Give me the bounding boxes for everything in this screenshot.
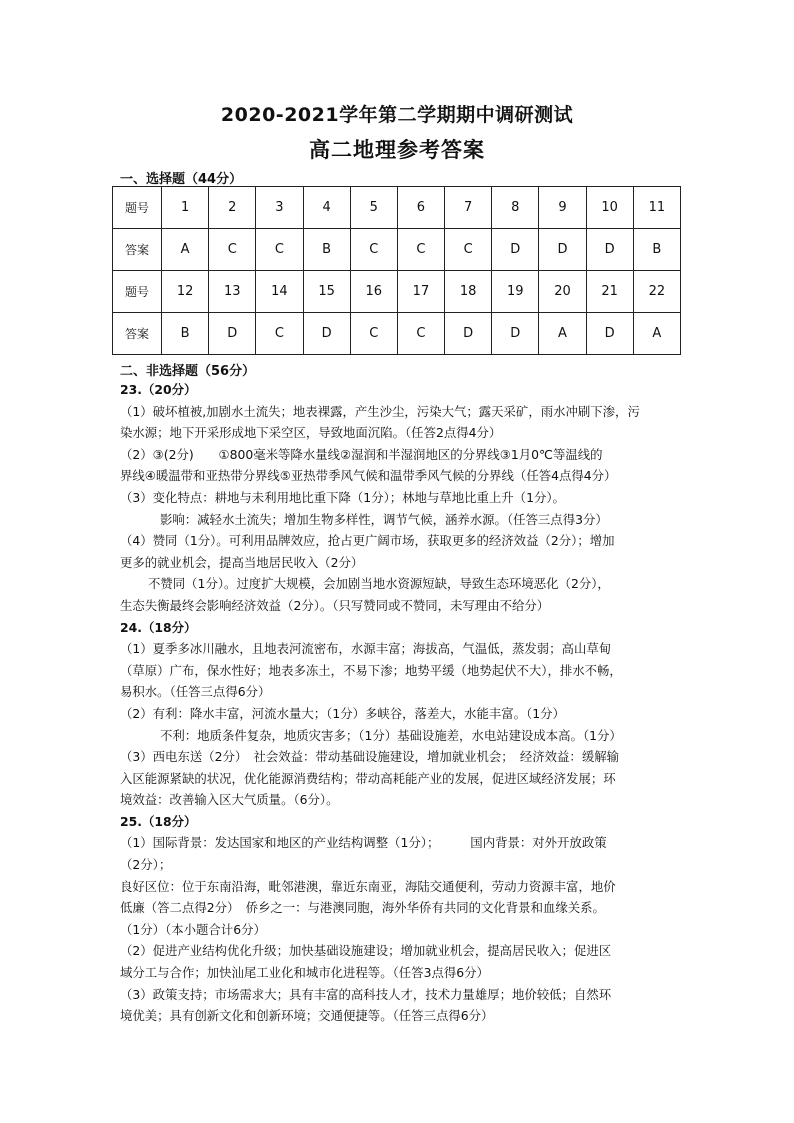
answer-cell: D	[209, 313, 256, 355]
question-number: 5	[350, 187, 397, 229]
question-23-heading: 23.（20分）	[120, 382, 197, 397]
answer-cell: A	[539, 313, 586, 355]
section-1-heading: 一、选择题（44分）	[120, 172, 243, 187]
question-number: 20	[539, 271, 586, 313]
question-number: 15	[303, 271, 350, 313]
answer-cell: C	[350, 229, 397, 271]
question-number: 1	[162, 187, 209, 229]
answer-line: 界线④暖温带和亚热带分界线⑤亚热带季风气候和温带季风气候的分界线（任答4点得4分）	[120, 468, 617, 484]
question-number: 21	[586, 271, 633, 313]
answer-cell: B	[303, 229, 350, 271]
table-row	[113, 271, 681, 313]
answer-cell: C	[445, 229, 492, 271]
answer-cell: D	[586, 229, 633, 271]
answer-line: 不利：地质条件复杂，地质灾害多；（1分）基础设施差，水电站建设成本高。（1分）	[160, 727, 622, 743]
answer-cell: B	[162, 313, 209, 355]
answer-cell: C	[397, 313, 444, 355]
page-title: 2020-2021学年第二学期期中调研测试	[220, 104, 574, 126]
answer-line: 染水源；地下开采形成地下采空区，导致地面沉陷。（任答2点得4分）	[120, 425, 502, 441]
question-number: 13	[209, 271, 256, 313]
answer-line: （2）促进产业结构优化升级；加快基础设施建设；增加就业机会，提高居民收入；促进区	[120, 943, 612, 959]
question-number: 18	[445, 271, 492, 313]
answer-line: 不赞同（1分）。过度扩大规模，会加剧当地水资源短缺，导致生态环境恶化（2分），	[148, 576, 610, 592]
answer-line: （1）国际背景：发达国家和地区的产业结构调整（1分）； 国内背景：对外开放政策	[120, 835, 607, 851]
section-2-heading: 二、非选择题（56分）	[120, 364, 256, 379]
answer-cell: D	[539, 229, 586, 271]
table-row	[113, 229, 681, 271]
answer-line: 入区能源紧缺的状况，优化能源消费结构；带动高耗能产业的发展，促进区域经济发展；环	[120, 770, 616, 786]
answer-cell: D	[586, 313, 633, 355]
row-label-question: 题号	[113, 187, 162, 229]
table-row	[113, 313, 681, 355]
answer-line: （1）夏季多冰川融水，且地表河流密布，水源丰富；海拔高，气温低，蒸发弱；高山草甸	[120, 641, 612, 657]
question-number: 6	[397, 187, 444, 229]
question-number: 17	[397, 271, 444, 313]
question-number: 10	[586, 187, 633, 229]
answer-cell: B	[633, 229, 680, 271]
table-row	[113, 187, 681, 229]
answer-line: （4）赞同（1分）。可利用品牌效应，抢占更广阔市场，获取更多的经济效益（2分）；增加	[120, 533, 615, 549]
answer-line: 更多的就业机会，提高当地居民收入（2分）	[120, 554, 364, 570]
answer-line: 低廉（答二点得2分） 侨乡之一：与港澳同胞，海外华侨有共同的文化背景和血缘关系。	[120, 900, 605, 916]
row-label-question: 题号	[113, 271, 162, 313]
question-number: 16	[350, 271, 397, 313]
answer-line: （2分）；	[120, 857, 172, 873]
question-number: 8	[492, 187, 539, 229]
answer-line: （1分）（本小题合计6分）	[120, 921, 266, 937]
page-subtitle: 高二地理参考答案	[309, 138, 485, 162]
question-number: 3	[256, 187, 303, 229]
answer-line: （3）变化特点：耕地与未利用地比重下降（1分）；林地与草地比重上升（1分）。	[120, 489, 565, 505]
answer-line: 影响：减轻水土流失；增加生物多样性，调节气候，涵养水源。（任答三点得3分）	[160, 511, 608, 527]
answer-line: （2）③(2分) ①800毫米等降水量线②湿润和半湿润地区的分界线③1月0℃等温线的	[120, 446, 603, 462]
answer-line: （3）西电东送（2分） 社会效益：带动基础设施建设，增加就业机会； 经济效益：缓解输	[120, 749, 619, 765]
answer-line: 境效益：改善输入区大气质量。（6分）。	[120, 792, 339, 808]
answer-line: （草原）广布，保水性好；地表多冻土，不易下渗；地势平缓（地势起伏不大），排水不畅，	[120, 662, 622, 678]
question-number: 4	[303, 187, 350, 229]
question-number: 22	[633, 271, 680, 313]
answer-line: （3）政策支持；市场需求大；具有丰富的高科技人才，技术力量雄厚；地价较低；自然环	[120, 986, 612, 1002]
answer-cell: D	[492, 229, 539, 271]
question-number: 9	[539, 187, 586, 229]
answer-line: 域分工与合作；加快汕尾工业化和城市化进程等。（任答3点得6分）	[120, 965, 489, 981]
answer-cell: C	[256, 229, 303, 271]
question-number: 2	[209, 187, 256, 229]
answer-line: （1）破坏植被,加剧水土流失；地表裸露，产生沙尘，污染大气；露天采矿，雨水冲刷下渗，污	[120, 403, 640, 419]
question-number: 11	[633, 187, 680, 229]
question-number: 14	[256, 271, 303, 313]
answer-line: 良好区位：位于东南沿海，毗邻港澳，靠近东南亚，海陆交通便利，劳动力资源丰富，地价	[120, 878, 616, 894]
answer-line: 易积水。（任答三点得6分）	[120, 684, 271, 700]
answer-line: （2）有利：降水丰富，河流水量大；（1分）多峡谷，落差大，水能丰富。（1分）	[120, 705, 565, 721]
question-24-heading: 24.（18分）	[120, 619, 197, 635]
answer-cell: C	[350, 313, 397, 355]
question-number: 19	[492, 271, 539, 313]
answer-cell: C	[397, 229, 444, 271]
question-number: 7	[445, 187, 492, 229]
question-25-heading: 25.（18分）	[120, 813, 197, 829]
answer-line: 生态失衡最终会影响经济效益（2分）。（只写赞同或不赞同，未写理由不给分）	[120, 597, 550, 613]
question-number: 12	[162, 271, 209, 313]
answer-cell: D	[445, 313, 492, 355]
answer-body	[120, 379, 680, 1027]
answer-cell: D	[303, 313, 350, 355]
answer-cell: A	[162, 229, 209, 271]
answer-cell: C	[209, 229, 256, 271]
row-label-answer: 答案	[113, 313, 162, 355]
answer-table	[112, 186, 681, 355]
answer-cell: C	[256, 313, 303, 355]
answer-cell: D	[492, 313, 539, 355]
answer-line: 境优美；具有创新文化和创新环境；交通便捷等。（任答三点得6分）	[120, 1008, 494, 1024]
answer-cell: A	[633, 313, 680, 355]
row-label-answer: 答案	[113, 229, 162, 271]
